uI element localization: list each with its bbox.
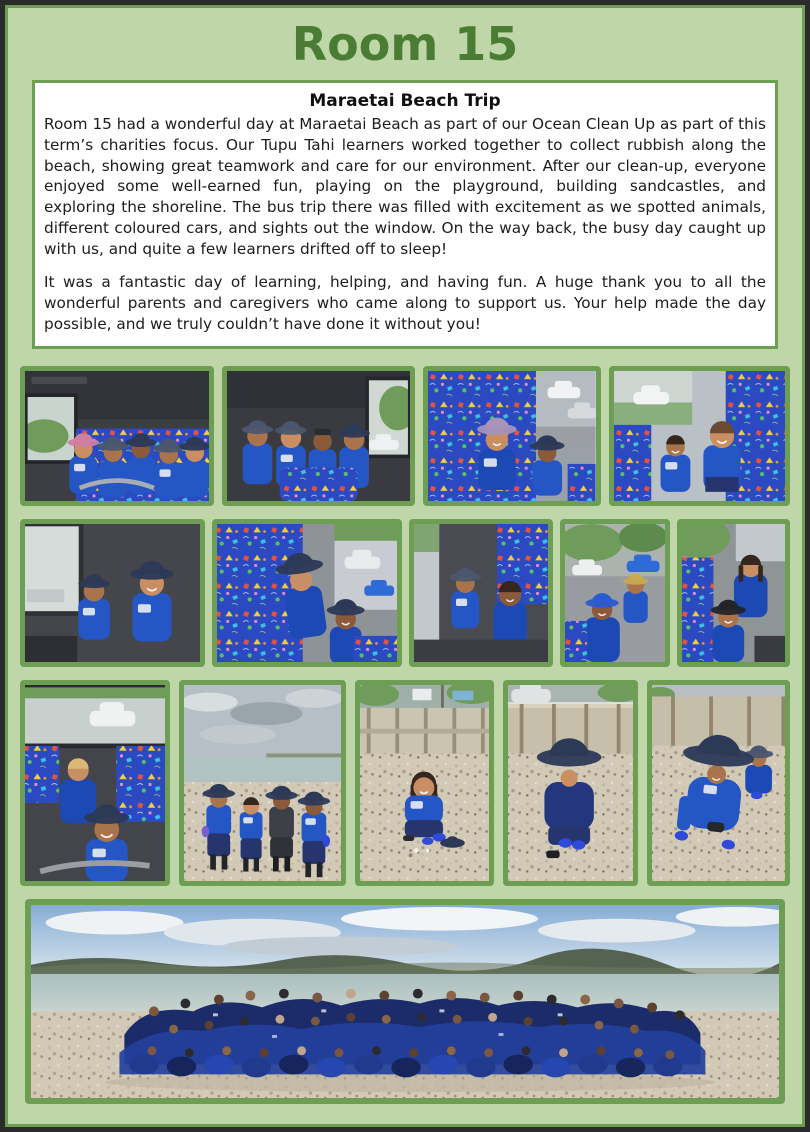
article-box [32,80,778,350]
page-title: Room 15 [291,17,519,71]
photo-bus-four-kids [222,366,416,506]
article-heading: Maraetai Beach Trip [309,90,501,111]
article-paragraph-2: It was a fantastic day of learning, helping, and having fun. A huge thank you to all the wonderful parents and caregivers who came along to support us. Your help made the day possible, and we truly couldn’t have done it without you! [44,273,766,334]
photo-bus-shared-seat [409,519,553,667]
photo-bus-backseat [20,366,214,506]
photo-bus-two-smiling [609,366,790,506]
photo-beach-digging [647,680,790,886]
photo-bus-hug [212,519,401,667]
article-paragraph-1: Room 15 had a wonderful day at Maraetai Beach as part of our Ocean Clean Up as part of this term’s charities focus. Our Tupu Tahi learners worked together to collect rubbish along the beach, showing great teamwork and care for our environment. After our clean-up, everyone enjoyed some well-earned fun, playing on the playground, building sandcastles, and exploring the shoreline. The bus trip there was filled with excitement as we spotted animals, different coloured cars, and sights out the window. On the way back, the busy day caught up with us, and quite a few learners drifted off to sleep! [44,114,766,259]
photo-bus-blue-yellow-hats [560,519,670,667]
photo-beach-hat-crouch [503,680,637,886]
photo-bus-purple-hat [423,366,601,506]
gallery-row-1 [5,366,805,506]
gallery-row-2 [5,519,805,667]
gallery-row-4 [5,899,805,1104]
photo-group-beach [25,899,785,1104]
gallery-row-3 [5,680,805,886]
photo-bus-snuggled [677,519,790,667]
photo-bus-bucket-hats [20,519,205,667]
photo-beach-girl-shells [355,680,495,886]
photo-bus-grinning [20,680,170,886]
photo-beach-four-kids [179,680,346,886]
